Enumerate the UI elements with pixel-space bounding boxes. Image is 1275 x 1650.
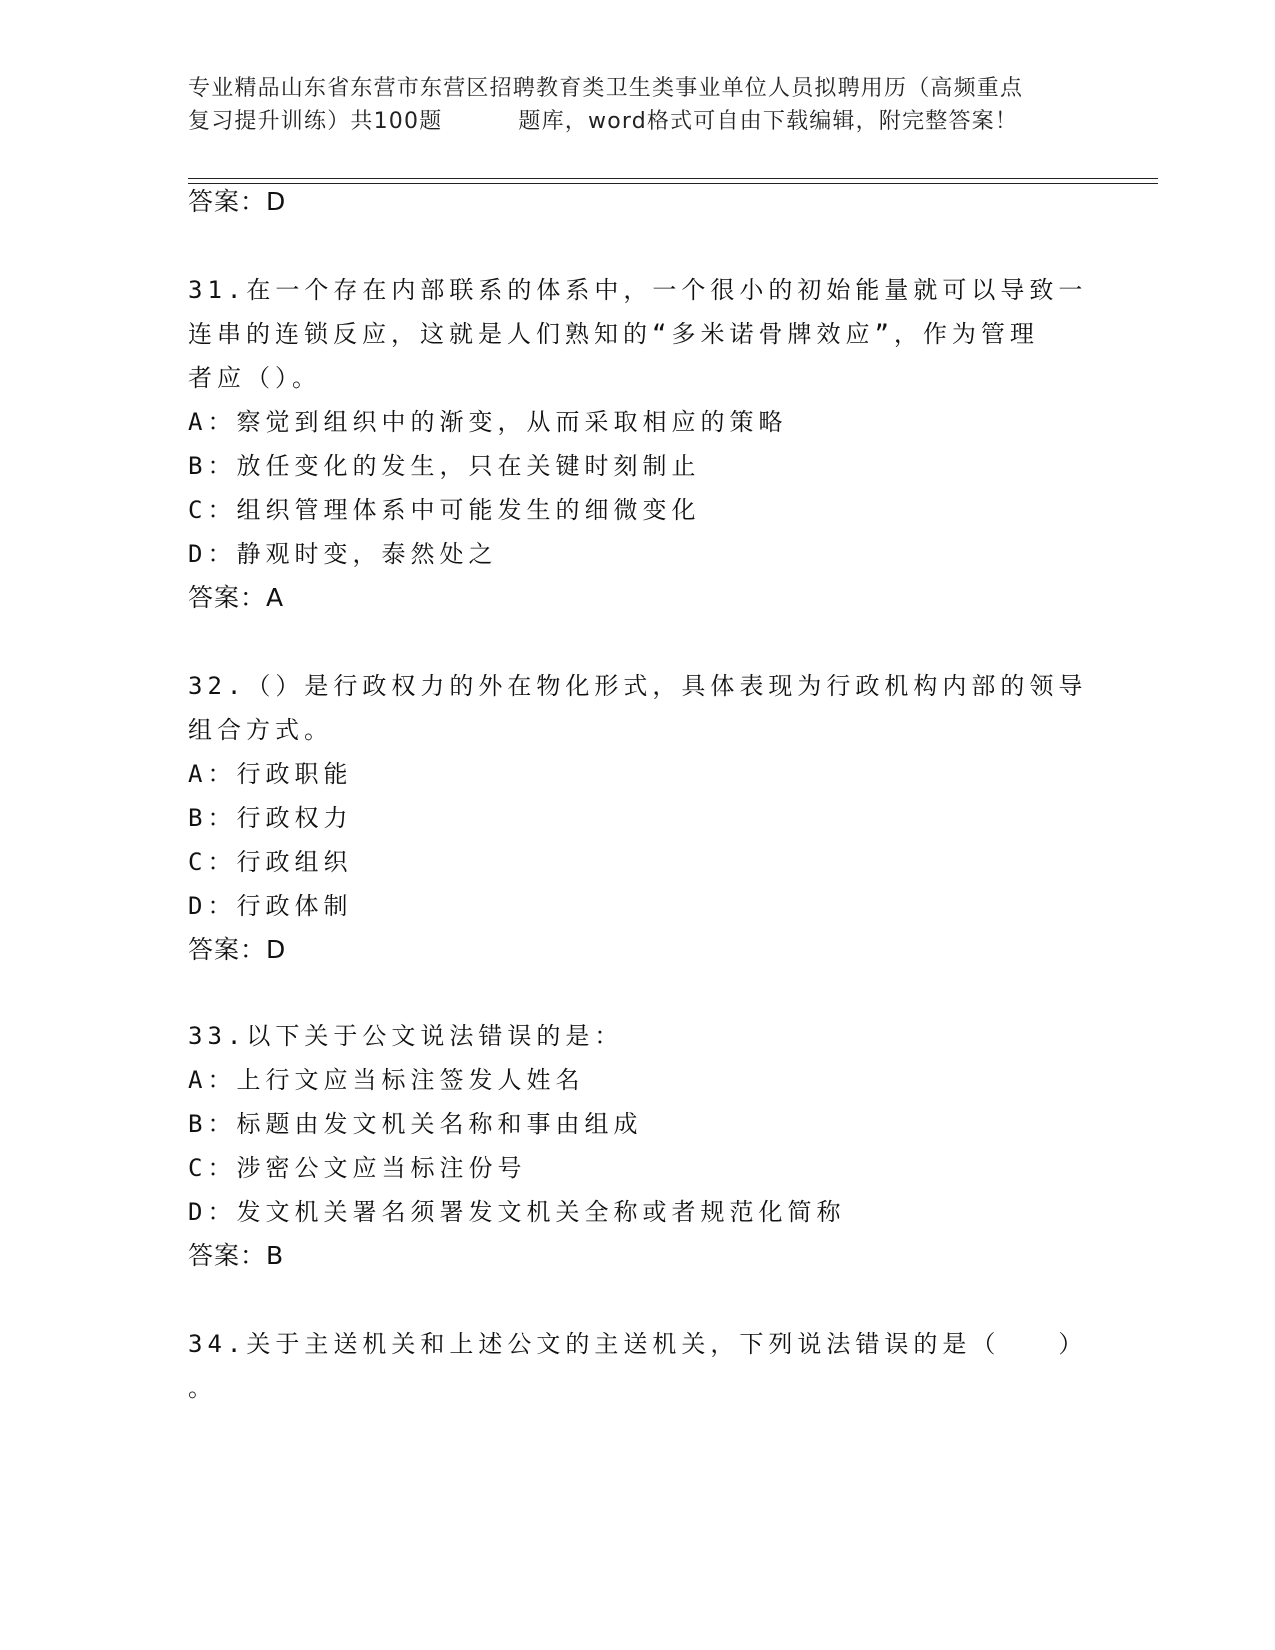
question-32-stem-line-1: 32.（）是行政权力的外在物化形式，具体表现为行政机构内部的领导 [188, 672, 1088, 700]
question-31-option-d: D：静观时变，泰然处之 [188, 540, 498, 568]
question-31-option-a: A：察觉到组织中的渐变，从而采取相应的策略 [188, 408, 788, 436]
question-33-stem-line-1: 33.以下关于公文说法错误的是： [188, 1022, 624, 1050]
previous-answer: 答案：D [188, 187, 287, 216]
question-32-option-b: B：行政权力 [188, 804, 353, 832]
header-title-line-1: 专业精品山东省东营市东营区招聘教育类卫生类事业单位人员拟聘用历（高频重点 [188, 76, 1024, 101]
question-32-answer: 答案：D [188, 935, 287, 964]
question-31-answer: 答案：A [188, 583, 285, 612]
question-32-stem-line-2: 组合方式。 [188, 716, 333, 744]
question-34-stem-line-1: 34.关于主送机关和上述公文的主送机关，下列说法错误的是（ ） [188, 1330, 1088, 1358]
question-32-option-c: C：行政组织 [188, 848, 353, 876]
question-33-option-b: B：标题由发文机关名称和事由组成 [188, 1110, 643, 1138]
question-33-option-c: C：涉密公文应当标注份号 [188, 1154, 527, 1182]
question-32-option-a: A：行政职能 [188, 760, 353, 788]
question-33-option-a: A：上行文应当标注签发人姓名 [188, 1066, 585, 1094]
question-31-option-c: C：组织管理体系中可能发生的细微变化 [188, 496, 701, 524]
page-header [188, 72, 1088, 138]
header-title-line-2 [188, 105, 1088, 138]
question-34-stem-line-2: 。 [188, 1374, 217, 1402]
question-31-stem-line-1: 31.在一个存在内部联系的体系中，一个很小的初始能量就可以导致一 [188, 276, 1088, 304]
question-33-answer: 答案：B [188, 1241, 285, 1270]
question-33-option-d: D：发文机关署名须署发文机关全称或者规范化简称 [188, 1198, 846, 1226]
question-31-stem-line-2: 连串的连锁反应，这就是人们熟知的“多米诺骨牌效应”，作为管理 [188, 320, 1039, 348]
question-31-stem-line-3: 者应（）。 [188, 364, 321, 392]
question-31-option-b: B：放任变化的发生，只在关键时刻制止 [188, 452, 701, 480]
header-title-line-2-right: 题库，word格式可自由下载编辑，附完整答案！ [518, 109, 1019, 134]
header-title-line-2-left: 复习提升训练）共100题 [188, 109, 443, 134]
question-32-option-d: D：行政体制 [188, 892, 353, 920]
header-double-rule [188, 178, 1158, 184]
